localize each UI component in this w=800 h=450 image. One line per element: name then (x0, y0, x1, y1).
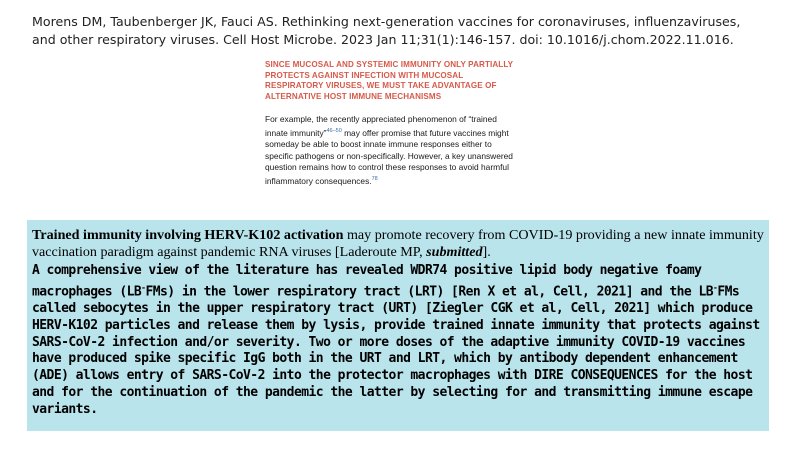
panel-intro (32, 227, 764, 260)
excerpt-body-part-2: may offer promise that future vaccines might someday be able to boost innate immune responses either to specific pathogens or non-specifically. However, a key unanswered question remains how to control these responses to avoid harmful inflammatory consequences. (265, 127, 513, 186)
reference-superscript: 46–50 (326, 127, 342, 134)
panel-intro-italic: submitted (426, 243, 483, 260)
excerpt-body (265, 114, 520, 187)
reference-superscript: 78 (371, 175, 378, 182)
panel-body (32, 263, 764, 419)
excerpt-heading: SINCE MUCOSAL AND SYSTEMIC IMMUNITY ONLY PARTIALLY PROTECTS AGAINST INFECTION WITH MUCOSAL RESPIRATORY VIRUSES, WE MUST TAKE ADVANTAGE OF ALTERNATIVE HOST IMMUNE MECHANISMS (265, 60, 513, 101)
excerpt-body-part-1: For example, the recently appreciated phenomenon of “trained innate immunity” (265, 114, 497, 138)
superscript-minus: - (141, 282, 146, 292)
citation (32, 13, 762, 49)
panel-body-part-a: A comprehensive view of the literature has revealed WDR74 positive lipid body negative foamy macrophages (LB (32, 263, 702, 300)
highlight-panel (27, 220, 769, 431)
panel-intro-text: may promote recovery from COVID-19 providing a new innate immunity vaccination paradigm against pandemic RNA viruses [Laderoute MP, (32, 227, 764, 260)
superscript-minus: - (713, 282, 718, 292)
panel-intro-end: ]. (482, 243, 491, 260)
panel-intro-bold: Trained immunity involving HERV-K102 activation (32, 227, 344, 243)
citation-line-1: Morens DM, Taubenberger JK, Fauci AS. Rethinking next-generation vaccines for coronaviruses, influenzaviruses, (32, 14, 741, 29)
article-excerpt (265, 60, 520, 187)
citation-line-2: and other respiratory viruses. Cell Host Microbe. 2023 Jan 11;31(1):146-157. doi: 10.1016/j.chom.2022.11.016. (32, 32, 734, 47)
panel-body-part-b: FMs) in the lower respiratory tract (LRT) [Ren X et al, Cell, 2021] and the LB (145, 284, 714, 300)
panel-body-part-c: FMs called sebocytes in the upper respiratory tract (URT) [Ziegler CGK et al, Cell, 2021] which produce HERV-K102 particles and release them by lysis, provide trained innate immunity that protects against SARS-CoV-2 infection and/or severity. Two or more doses of the adaptive immunity COVID-19 vaccines have produced spike specific IgG both in the URT and LRT, which by antibody dependent enhancement (ADE) allows entry of SARS-CoV-2 into the protector macrophages with DIRE CONSEQUENCES for the host and for the continuation of the pandemic the latter by selecting for and transmitting immune escape variants. (32, 284, 760, 417)
